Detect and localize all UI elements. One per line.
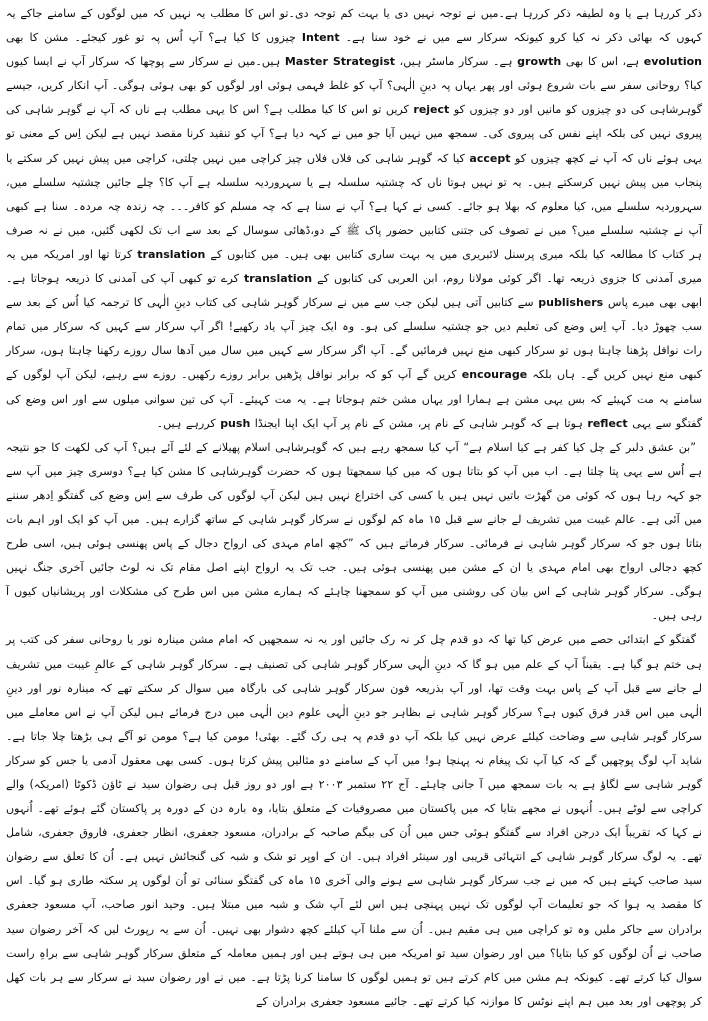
paragraph-text-segment: کریں گے آپ کو کہ برابر نوافل پڑھیں برابر روزے رکھیں۔ روزے سے رہیے، لیکن آپ لوگوں کے سامنے یہ مت کہیئے کہ بس یہی مشن ہے ہمارا اور یہاں مشن ختم ہوجاتا ہے۔ یہ مت کہیئے۔ آپ کی تین سوانی میلوں سے اور اس وضع کی گفتگو سے یہی — [6, 368, 702, 430]
paragraph-p2 — [6, 436, 702, 629]
paragraph-text-segment: ہے، اس کا بھی — [561, 55, 644, 69]
paragraph-text-segment: کرے تو کبھی آپ کی آمدنی کا ذریعہ ہوجاتا ہے۔ ابھی بھی میرے پاس — [6, 272, 702, 310]
article-body — [6, 2, 702, 1014]
paragraph-p1 — [6, 2, 702, 436]
paragraph-text-segment: ہے۔ سرکار ماسٹر ہیں، — [395, 55, 518, 69]
inline-english-term: push — [220, 416, 251, 430]
paragraph-p3 — [6, 628, 702, 1014]
paragraph-text-segment: کرتا تھا اور امریکہ میں یہ میری آمدنی کا جزوی ذریعہ تھا۔ اگر کوئی مولانا روم، ابن العربی کی کتابوں کے — [6, 247, 703, 286]
inline-english-term: growth — [517, 55, 562, 69]
paragraph-text-segment: ہوتا ہے کہ گوہر شاہی کے نام پر، مشن کے نام پر آپ ایک اپنا ایجنڈا — [250, 416, 588, 430]
inline-english-term: Master Strategist — [284, 55, 396, 69]
paragraph-text-segment: ذکر کررہا ہے یا وہ لطیفہ ذکر کررہا ہے۔میں نے توجہ نہیں دی یا بہت کم توجہ دی۔تو اس کا مطلب یہ نہیں کہ میں لوگوں کے سامنے جاکے یہ کہوں کہ بھائی ذکر نہ کیا کرو کیونکہ سرکار سے میں نے خود سنا ہے۔ — [6, 7, 702, 45]
paragraph-text-segment: ”بن عشق دلبر کے چل کیا کفر ہے کیا اسلام ہے“ آپ کیا سمجھ رہے ہیں کہ گوہرشاہی اسلام پھیلانے کے لئے آئے ہیں؟ آپ کی لکھت کا جو نتیجہ ہے اُس سے یہی پتا چلتا ہے۔ اب میں آپ کو بتاتا ہوں کہ میں کیا سمجھتا ہوں کہ حضرت گوہرشاہی کا مشن کیا ہے؟ دوسری چیز میں آپ سے جو کہہ رہا ہوں کہ کوئی من گھڑت باتیں نہیں ہیں یا کسی کی اختراع نہیں ہیں لیکن آپ لوگوں کی طرف سے اِس وضع کی گفتگو اِدھر سننے میں آئی ہے۔ عالم غیبت میں تشریف لے جانے سے قبل ۱۵ ماہ کم لوگوں نے سرکار گوہر شاہی کے ساتھ گزارے ہیں۔ میں آپ کو ایک اور اہم بات بتاتا ہوں جو کہ سرکار گوہر شاہی نے فرمائی۔ سرکار فرماتے ہیں کہ ”کچھ امام مہدی کی ارواح دجال کے پاس پھنسی ہوئی ہیں، اسی طرح کچھ دجالی ارواح بھی امام مہدی یا ان کے مشن میں پھنسی ہوئی ہیں۔ جب تک یہ ارواح اپنے اصل مقام تک نہ لوٹ جائیں آخری جنگ نہیں ہوگی۔ سرکار گوہر شاہی کے اس بیان کی روشنی میں آپ کو سمجھنا چاہئے کہ ہمارے مشن میں اس طرح کی مشکلات اور پریشانیاں کیوں آ رہی ہیں۔ — [6, 440, 702, 623]
inline-english-term: Intent — [301, 31, 340, 45]
inline-english-term: encourage — [461, 368, 528, 382]
paragraph-text-segment: سے کتابیں آتی ہیں لیکن جب سے میں نے سرکار گوہر شاہی کی کتاب دینِ الٰہی کا ترجمہ کیا اُس کے بعد سے سب چھوڑ دیا۔ آپ اِس وضع کی تعلیم دیں جو چشتیہ سلسلے کی ہو۔ وہ ایک چیز آپ یاد رکھیے! اگر آپ سرکار سے کہیں کہ سرکار میں تمام رات نوافل پڑھنا چاہتا ہوں تو سرکار کبھی منع نہیں فرمائیں گے۔ آپ اگر سرکار سے کہیں میں سال میں آدھا سال روزے رکھنا چاہتا ہوں، سرکار کبھی منع نہیں کریں گے۔ ہاں بلکہ — [6, 296, 702, 382]
inline-english-term: translation — [243, 272, 313, 286]
paragraph-text-segment: کیا کہ گوہر شاہی کی فلاں فلاں چیز کراچی میں نہیں چلتی، کراچی میں پیش نہیں کر سکتے یا پنجاب میں پیش نہیں کرسکتے ہیں۔ یہ تو نہیں ہوتا ناں کہ چشتیہ سلسلہ ہے یا سہروردیہ سلسلہ ہے آپ کا؟ چلے جائیں چشتیہ سلسلے میں، سہروردیہ سلسلے میں، کیا معلوم کہ بھلا ہو جائے۔ کسی نے کہا ہے؟ آپ نے سنا ہے کہ چہ مسلم کو کافر۔۔۔ چہ زندہ چہ مردہ۔ سنا ہے کبھی آپ نے چشتیہ سلسلے میں؟ میں نے تصوف کی جتنی کتابیں حضور پاک ﷺ کے دو،ڈھائی سوسال کے بعد سے اب تک لکھی گئیں، میں نے نہ صرف ہر کتاب کا مطالعہ کیا بلکہ میری پرسنل لائبریری میں یہ بہت ساری کتابیں بھی ہیں۔ میں کتابوں کے — [6, 151, 702, 261]
inline-english-term: translation — [137, 247, 206, 261]
inline-english-term: evolution — [643, 55, 702, 69]
inline-english-term: reject — [413, 103, 450, 117]
paragraph-text-segment: چیزوں کا کیا ہے؟ آپ اُس پہ تو غور کیجئے۔ مشن کا بھی — [6, 31, 302, 45]
paragraph-text-segment: کررہے ہیں۔ — [156, 416, 221, 430]
paragraph-text-segment: ہیں۔میں نے سرکار سے پوچھا کہ سرکار آپ نے ایسا کیوں کیا؟ روحانی سفر سے بات شروع ہوئی اور پھر یہاں پہ دینِ الٰہی؟ آپ کو غلط فہمی ہوئی اور لوگوں کو بھی ہوئی ہوگی۔ آپ انکار کریں، جیسے گوہرشاہی کی دو چیزوں کو مانیں اور دو چیزوں کو — [6, 55, 702, 117]
inline-english-term: accept — [469, 151, 511, 165]
paragraph-text-segment: گفتگو کے ابتدائی حصے میں عرض کیا تھا کہ دو قدم چل کر نہ رک جائیں اور یہ نہ سمجھیں کہ امام مشن مینارہ نور یا روحانی سفر کی کتب پر ہی ختم ہو گیا ہے۔ یقیناً آپ کے علم میں ہو گا کہ دینِ الٰہی سرکار گوہر شاہی کی تصنیف ہے۔ سرکار گوہر شاہی کے عالمِ غیبت میں تشریف لے جانے سے قبل آپ کے پاس بہت وقت تھا، اور آپ بذریعہ فون سرکار گوہر شاہی کی بارگاہ میں سوال کر سکتے تھے کہ مینارہ نور اور دینِ الٰہی میں اس قدر فرق کیوں ہے؟ سرکار گوہر شاہی نے بظاہر جو دینِ الٰہی علوم دین الٰہی میں درج فرمائے ہیں لیکن آپ نے اس معاملے میں سرکار گوہر شاہی سے وضاحت کیلئے عرض نہیں کیا بلکہ آپ دو قدم پہ ہی رک گئے۔ بھئی! مومن کیا ہے؟ مومن تو آگے ہی بڑھتا چلا جاتا ہے۔ شاید آپ لوگ پوچھیں گے کہ کیا آپ تک پیغام نہ پہنچا ہو! میں آپ کے سامنے دو مثالیں پیش کرتا ہوں۔ کسی بھی معقول آدمی یا جس کو سرکار گوہر شاہی سے لگاؤ ہے یہ بات سمجھ میں آ جانی چاہئے۔ آج ۲۲ ستمبر ۲۰۰۳ ہے اور دو روز قبل ہی رضوان سید نے ٹاؤن ڈکوٹا (امریکہ) والے کراچی سے لوٹے ہیں۔ اُنہوں نے مجھے بتایا کہ میں پاکستان میں مصروفیات کے متعلق بتایا، وہ بارہ دن کے دورہ پر پاکستان گئے ہوئے تھے۔ اُنہوں نے کہا کہ تقریباً ایک درجن افراد سے گفتگو ہوئی جس میں اُن کی بیگم صاحبہ کے برادران، مسعود جعفری، انظار جعفری، فاروق جعفری، شامل تھے۔ یہ لوگ سرکار گوہر شاہی کے انتہائی قریبی اور سینئر افراد ہیں۔ ان کے اوپر تو شک و شبہ کی گنجائش نہیں ہے۔ اُن کا تعلق سے رضوان سید صاحب کہتے ہیں کہ میں نے جب سرکار گوہر شاہی سے ہونے والی آخری ۱۵ ماہ کی گفتگو سنائی تو اُن لوگوں پر سکتہ طاری ہو گیا۔ اس کا مقصد یہ ہوا کہ جو تعلیمات آپ لوگوں تک نہیں پہنچی ہیں اس لئے آپ شک و شبہ میں مبتلا ہیں۔ وحید انور صاحب، آپ مسعود جعفری برادران سے جاکر ملیں وہ تو کراچی میں ہی مقیم ہیں۔ اُن سے ملنا آپ کیلئے کچھ دشوار بھی نہیں۔ اُن سے یہ رپورٹ لیں کہ آخر رضوان سید صاحب نے اُن لوگوں کو کیا بتایا؟ میں اور رضوان سید تو امریکہ میں ہی ہوتے ہیں اور ہمیں معاملہ کے متعلق سرکار گوہر شاہی سے براہِ راست سوال کیا کرتے تھے۔ کیونکہ ہم مشن میں کام کرتے ہیں تو ہمیں لوگوں کا سامنا کرنا پڑتا ہے۔ میں نے اور رضوان سید نے سرکار سے ہر بات کھل کر پوچھی اور بعد میں ہم اپنے نوٹس کا موازنہ کیا کرتے تھے۔ جائیے مسعود جعفری برادران کے — [6, 633, 703, 1008]
paragraph-text-segment: کریں تو اس کا کیا مطلب ہے؟ اس کا یہی مطلب ہے ناں کہ آپ نے گوہر شاہی کی پیروی نہیں کی بلکہ اپنے نفس کی پیروی کی۔ سمجھ میں نہیں آیا جو میں نے کہہ دیا ہے؟ آپ کو تنقید کرنا مقصد نہیں ہے لیکن اِس کے معنی تو یہی ہوئے ناں کہ آپ نے کچھ چیزوں کو — [6, 103, 702, 165]
inline-english-term: publishers — [538, 296, 604, 310]
inline-english-term: reflect — [587, 416, 628, 430]
